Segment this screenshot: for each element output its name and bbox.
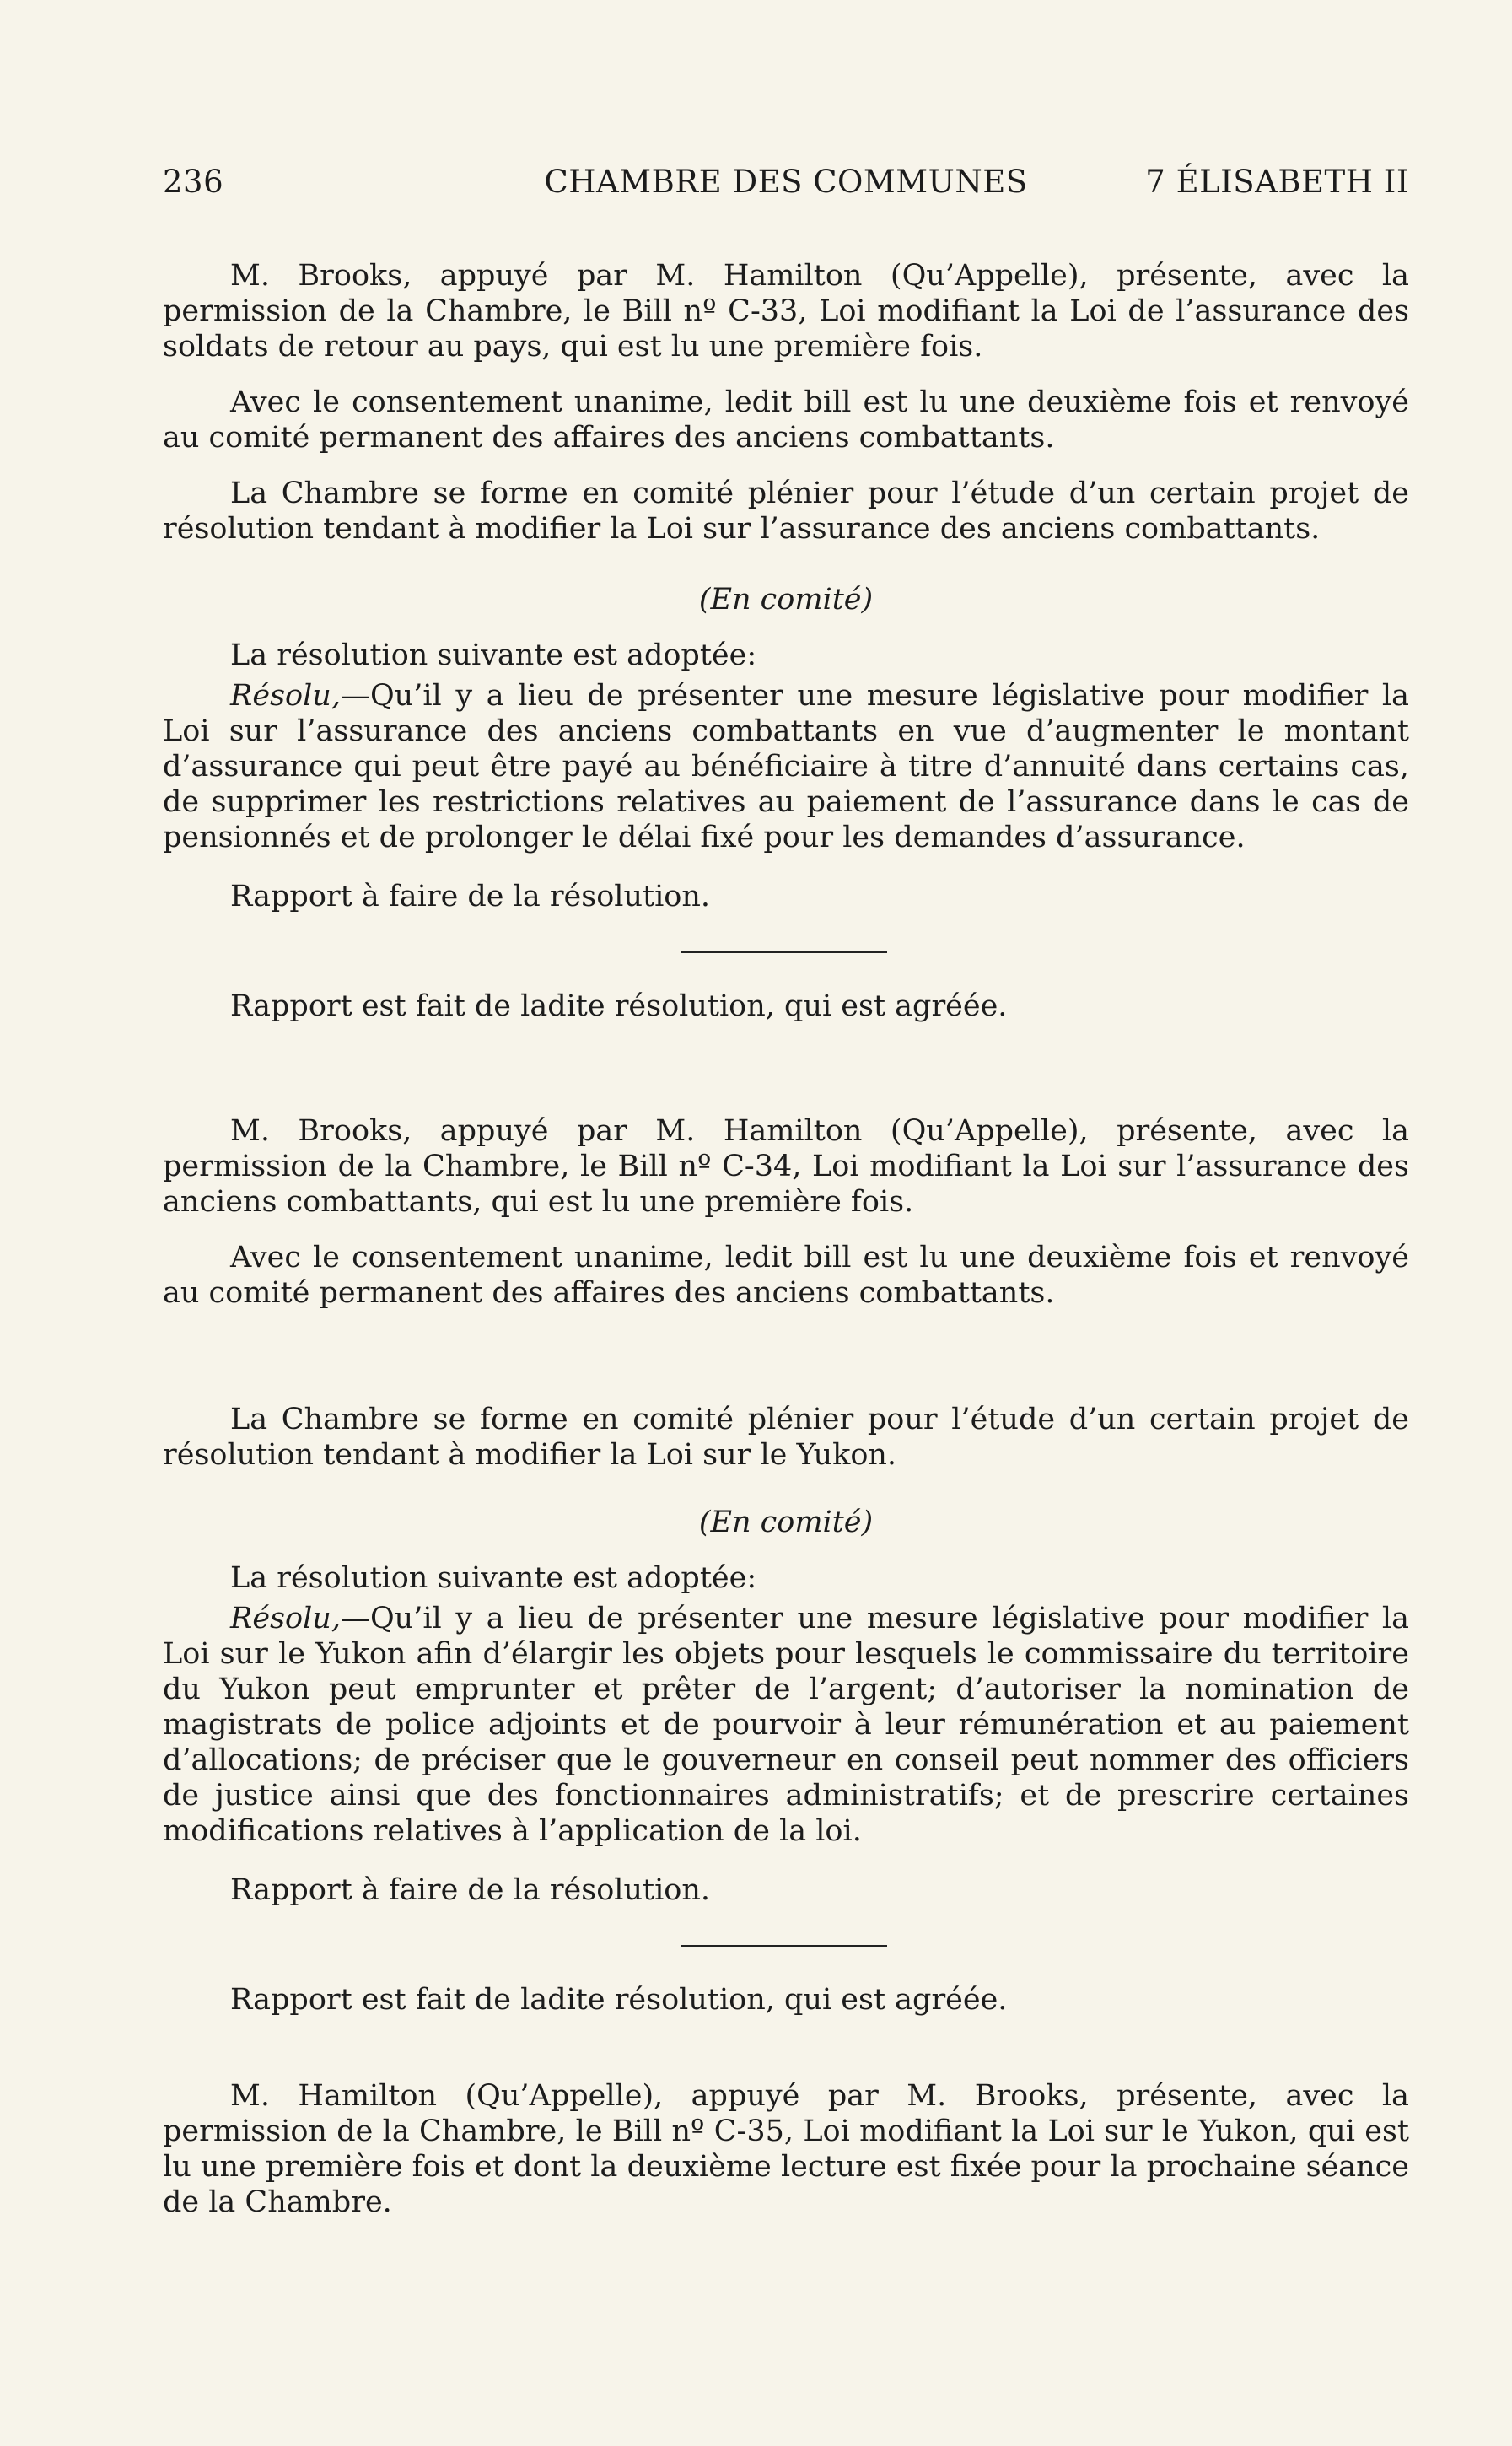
page-number: 236 [163, 164, 224, 200]
paragraph-rapport-a-faire-1: Rapport à faire de la résolution. [230, 880, 711, 913]
paragraph-second-reading-c33: Avec le consentement unanime, ledit bill est lu une deuxième fois et renvoyé au comité permanent des affaires des anciens combattants. [163, 385, 1409, 455]
paragraph-rapport-fait-2: Rapport est fait de ladite résolution, qui est agréée. [230, 1983, 1008, 2017]
running-title: CHAMBRE DES COMMUNES [544, 164, 1028, 200]
paragraph-rapport-fait-1: Rapport est fait de ladite résolution, qui est agréée. [230, 989, 1008, 1023]
paragraph-committee-2: La Chambre se forme en comité plénier pour l’étude d’un certain projet de résolution tendant à modifier la Loi sur le Yukon. [163, 1403, 1409, 1472]
resolu-label: Résolu, [230, 679, 341, 713]
paragraph-bill-c35: M. Hamilton (Qu’Appelle), appuyé par M. Brooks, présente, avec la permission de la Chambre, le Bill nº C-35, Loi modifiant la Loi sur le Yukon, qui est lu une première fois et dont la deuxième lecture est fixée pour la prochaine séance de la Chambre. [163, 2079, 1409, 2219]
resolu-label: Résolu, [230, 1602, 341, 1635]
paragraph-resolution-adopted-1: La résolution suivante est adoptée: [230, 638, 757, 672]
paragraph-resolu-1 [163, 678, 1409, 855]
paragraph-bill-c34: M. Brooks, appuyé par M. Hamilton (Qu’Appelle), présente, avec la permission de la Chambre, le Bill nº C-34, Loi modifiant la Loi sur l’assurance des anciens combattants, qui est lu une première fois. [163, 1114, 1409, 1219]
paragraph-resolution-adopted-2: La résolution suivante est adoptée: [230, 1561, 757, 1595]
resolu-text: —Qu’il y a lieu de présenter une mesure législative pour modifier la Loi sur le Yukon afin d’élargir les objets pour lesquels le commissaire du territoire du Yukon peut emprunter et prêter de l’argent; d’autoriser la nomination de magistrats de police adjoints et de pourvoir à leur rémunération et au paiement d’allocations; de préciser que le gouverneur en conseil peut nommer des officiers de justice ainsi que des fonctionnaires administratifs; et de prescrire certaines modifications relatives à l’application de la loi. [163, 1602, 1409, 1848]
paragraph-committee-1: La Chambre se forme en comité plénier pour l’étude d’un certain projet de résolution tendant à modifier la Loi sur l’assurance des anciens combattants. [163, 477, 1409, 546]
section-rule-1 [681, 951, 887, 953]
paragraph-rapport-a-faire-2: Rapport à faire de la résolution. [230, 1873, 711, 1907]
paragraph-second-reading-c34: Avec le consentement unanime, ledit bill est lu une deuxième fois et renvoyé au comité permanent des affaires des anciens combattants. [163, 1241, 1409, 1310]
paragraph-bill-c33: M. Brooks, appuyé par M. Hamilton (Qu’Appelle), présente, avec la permission de la Chambre, le Bill nº C-33, Loi modifiant la Loi de l’assurance des soldats de retour au pays, qui est lu une première fois. [163, 259, 1409, 364]
en-comite-heading-2: (En comité) [698, 1506, 874, 1539]
paragraph-resolu-2 [163, 1601, 1409, 1849]
en-comite-heading-1: (En comité) [698, 583, 874, 617]
resolu-text: —Qu’il y a lieu de présenter une mesure législative pour modifier la Loi sur l’assurance des anciens combattants en vue d’augmenter le montant d’assurance qui peut être payé au bénéficiaire à titre d’annuité dans certains cas, de supprimer les restrictions relatives au paiement de l’assurance dans le cas de pensionnés et de prolonger le délai fixé pour les demandes d’assurance. [163, 679, 1409, 854]
session-label: 7 ÉLISABETH II [1145, 164, 1409, 200]
page-header [163, 164, 1409, 206]
section-rule-2 [681, 1945, 887, 1947]
